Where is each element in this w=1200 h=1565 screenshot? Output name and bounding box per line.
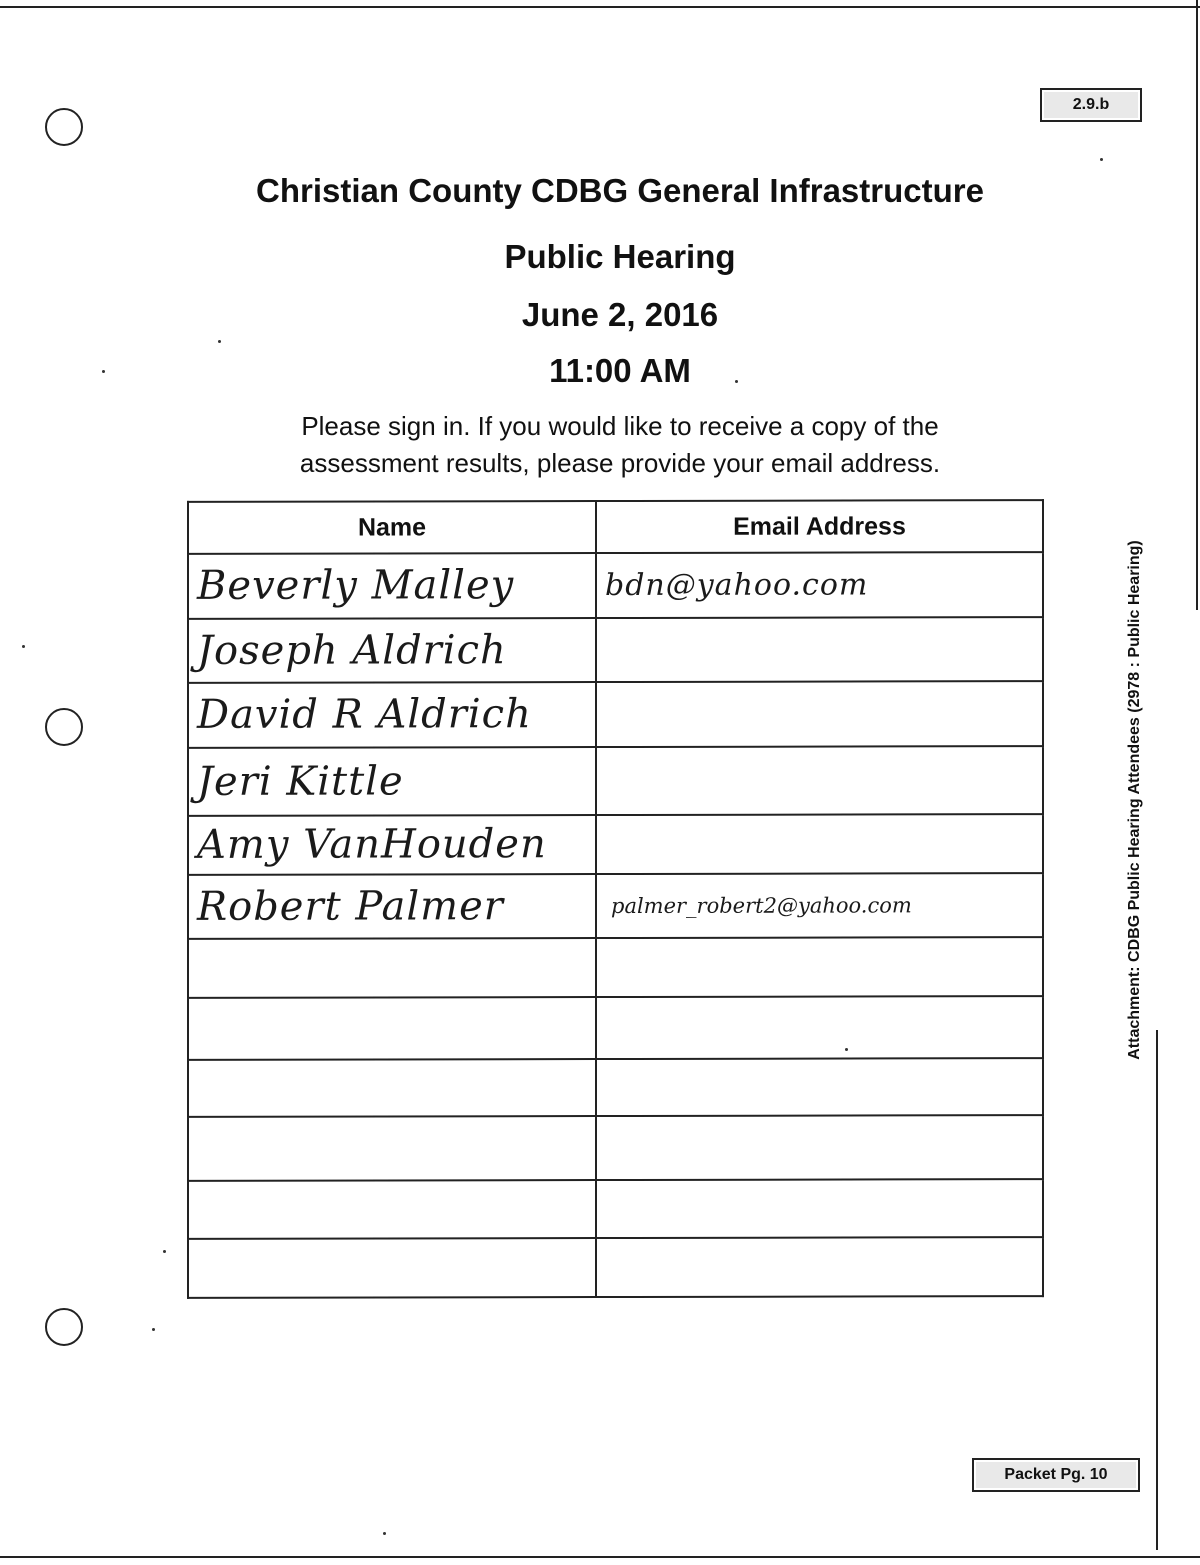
attendee-name: Jeri Kittle: [188, 747, 596, 816]
attendee-name: [188, 1239, 596, 1298]
attendee-name: [188, 1059, 596, 1116]
table-row: [188, 814, 1043, 874]
document-subtitle: Public Hearing: [504, 238, 736, 275]
attendee-email: [596, 617, 1043, 682]
attendee-name: [188, 1180, 596, 1239]
sign-in-instructions: Please sign in. If you would like to receive a copy of the assessment results, please provide your email address.: [299, 411, 941, 478]
attendee-email: [596, 1058, 1043, 1115]
section-stamp: 2.9.b: [1040, 88, 1142, 122]
attendee-email: [596, 681, 1043, 746]
attendee-name: David R Aldrich: [188, 682, 596, 747]
margin-line: [1156, 1030, 1158, 1550]
attendee-email: [596, 1179, 1043, 1238]
table-row: [188, 937, 1043, 997]
meeting-time: 11:00 AM: [549, 352, 691, 389]
document-title: Christian County CDBG General Infrastructure: [256, 172, 984, 209]
packet-page-stamp: Packet Pg. 10: [972, 1458, 1140, 1492]
attendee-name: [188, 997, 596, 1060]
scan-speck: [22, 645, 25, 648]
attendee-email: [596, 1238, 1043, 1297]
attendee-email: palmer_robert2@yahoo.com: [596, 873, 1043, 938]
punch-hole: [45, 108, 83, 146]
scan-speck: [845, 1048, 848, 1051]
attendee-name: Amy VanHouden: [188, 815, 596, 874]
attendee-email: [596, 937, 1043, 996]
column-header-name: Name: [188, 501, 596, 554]
page-top-edge: [0, 0, 1200, 8]
attendee-name: [188, 1116, 596, 1181]
attendee-email: [596, 1115, 1043, 1180]
attendee-email: [596, 996, 1043, 1059]
scan-speck: [152, 1328, 155, 1331]
attendee-name: Robert Palmer: [188, 874, 596, 939]
column-header-email: Email Address: [596, 500, 1043, 553]
page-right-edge: [1196, 0, 1198, 610]
table-row: [188, 1238, 1043, 1298]
table-row: [188, 681, 1043, 747]
attachment-caption: [1124, 500, 1146, 1100]
table-header-row: [188, 500, 1043, 554]
attachment-caption-text: Attachment: CDBG Public Hearing Attendees (2978 : Public Hearing): [1126, 540, 1143, 1060]
table-row: [188, 617, 1043, 683]
table-row: [188, 996, 1043, 1060]
attendee-email: [596, 746, 1043, 815]
attendee-name: Joseph Aldrich: [188, 618, 596, 683]
scan-speck: [102, 370, 105, 373]
table-row: [188, 1179, 1043, 1239]
scan-speck: [163, 1250, 166, 1253]
scan-speck: [383, 1532, 386, 1535]
punch-hole: [45, 708, 83, 746]
table-row: [188, 746, 1043, 816]
table-row: [188, 873, 1043, 939]
attendee-email: [596, 814, 1043, 873]
table-row: [188, 552, 1043, 618]
punch-hole: [45, 1308, 83, 1346]
attendee-name: [188, 938, 596, 997]
attendee-email: bdn@yahoo.com: [596, 552, 1043, 617]
table-row: [188, 1115, 1043, 1181]
attendee-name: Beverly Malley: [188, 553, 596, 618]
meeting-date: June 2, 2016: [521, 296, 719, 333]
scan-speck: [218, 340, 221, 343]
scan-speck: [735, 380, 738, 383]
scan-speck: [1100, 158, 1103, 161]
table-row: [188, 1058, 1043, 1116]
sign-in-sheet: [187, 499, 1044, 1299]
page-bottom-edge: [0, 1556, 1200, 1558]
